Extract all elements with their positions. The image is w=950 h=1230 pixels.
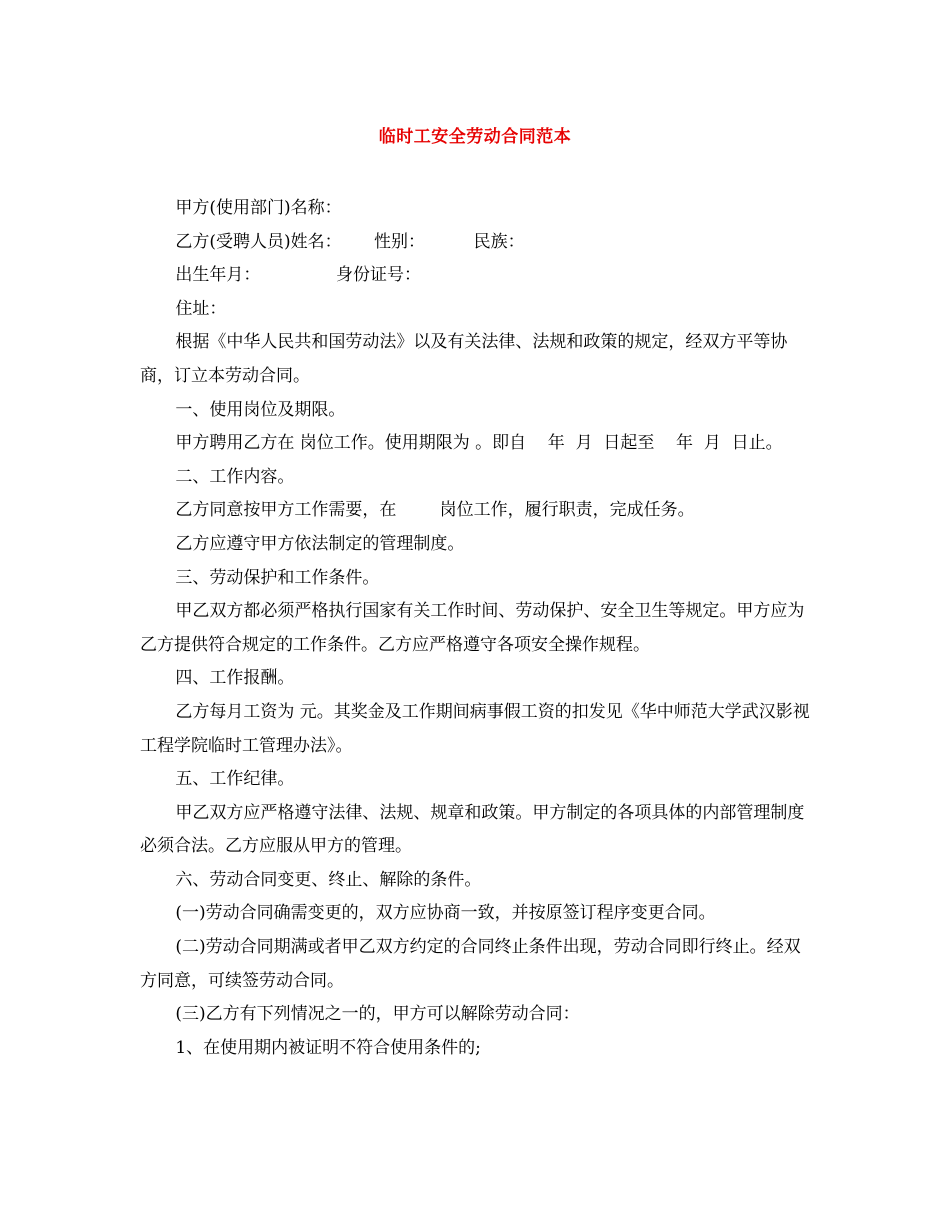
section-2-paragraph-2: 乙方应遵守甲方依法制定的管理制度。 [175,533,465,554]
section-heading-5: 五、工作纪律。 [175,769,295,790]
section-6-item-1: 1、在使用期内被证明不符合使用条件的; [175,1037,481,1058]
section-4-paragraph: 乙方每月工资为 元。其奖金及工作期间病事假工资的扣发见《华中师范大学武汉影视工程学院临时工管理办法》。 [140,701,810,756]
preamble-paragraph: 根据《中华人民共和国劳动法》以及有关法律、法规和政策的规定，经双方平等协商，订立本劳动合同。 [140,332,788,386]
section-heading-3: 三、劳动保护和工作条件。 [175,567,380,588]
section-5-paragraph: 甲乙双方应严格遵守法律、法规、规章和政策。甲方制定的各项具体的内部管理制度必须合法。乙方应服从甲方的管理。 [140,802,805,857]
section-3-paragraph: 甲乙双方都必须严格执行国家有关工作时间、劳动保护、安全卫生等规定。甲方应为乙方提供符合规定的工作条件。乙方应严格遵守各项安全操作规程。 [140,601,805,655]
section-6-clause-1: (一)劳动合同确需变更的，双方应协商一致，并按原签订程序变更合同。 [175,903,716,924]
section-heading-1: 一、使用岗位及期限。 [175,399,346,420]
document-title: 临时工安全劳动合同范本 [378,127,572,147]
section-6-clause-2: (二)劳动合同期满或者甲乙双方约定的合同终止条件出现，劳动合同即行终止。经双方同意，可续签劳动合同。 [140,937,801,991]
section-6-clause-3: (三)乙方有下列情况之一的，甲方可以解除劳动合同： [175,1004,580,1025]
field-birth-id: 出生年月： 身份证号： [175,265,422,286]
section-2-paragraph-1: 乙方同意按甲方工作需要，在 岗位工作，履行职责，完成任务。 [175,500,695,521]
section-heading-2: 二、工作内容。 [175,466,295,487]
field-party-b-info: 乙方(受聘人员)姓名： 性别： 民族： [175,231,525,252]
document-body [140,192,812,1065]
field-address: 住址： [175,298,227,319]
field-party-a-name: 甲方(使用部门)名称： [175,198,342,218]
section-1-paragraph: 甲方聘用乙方在 岗位工作。使用期限为 。即自 年 月 日起至 年 月 日止。 [175,433,783,454]
section-heading-6: 六、劳动合同变更、终止、解除的条件。 [175,869,482,890]
section-heading-4: 四、工作报酬。 [175,668,295,689]
